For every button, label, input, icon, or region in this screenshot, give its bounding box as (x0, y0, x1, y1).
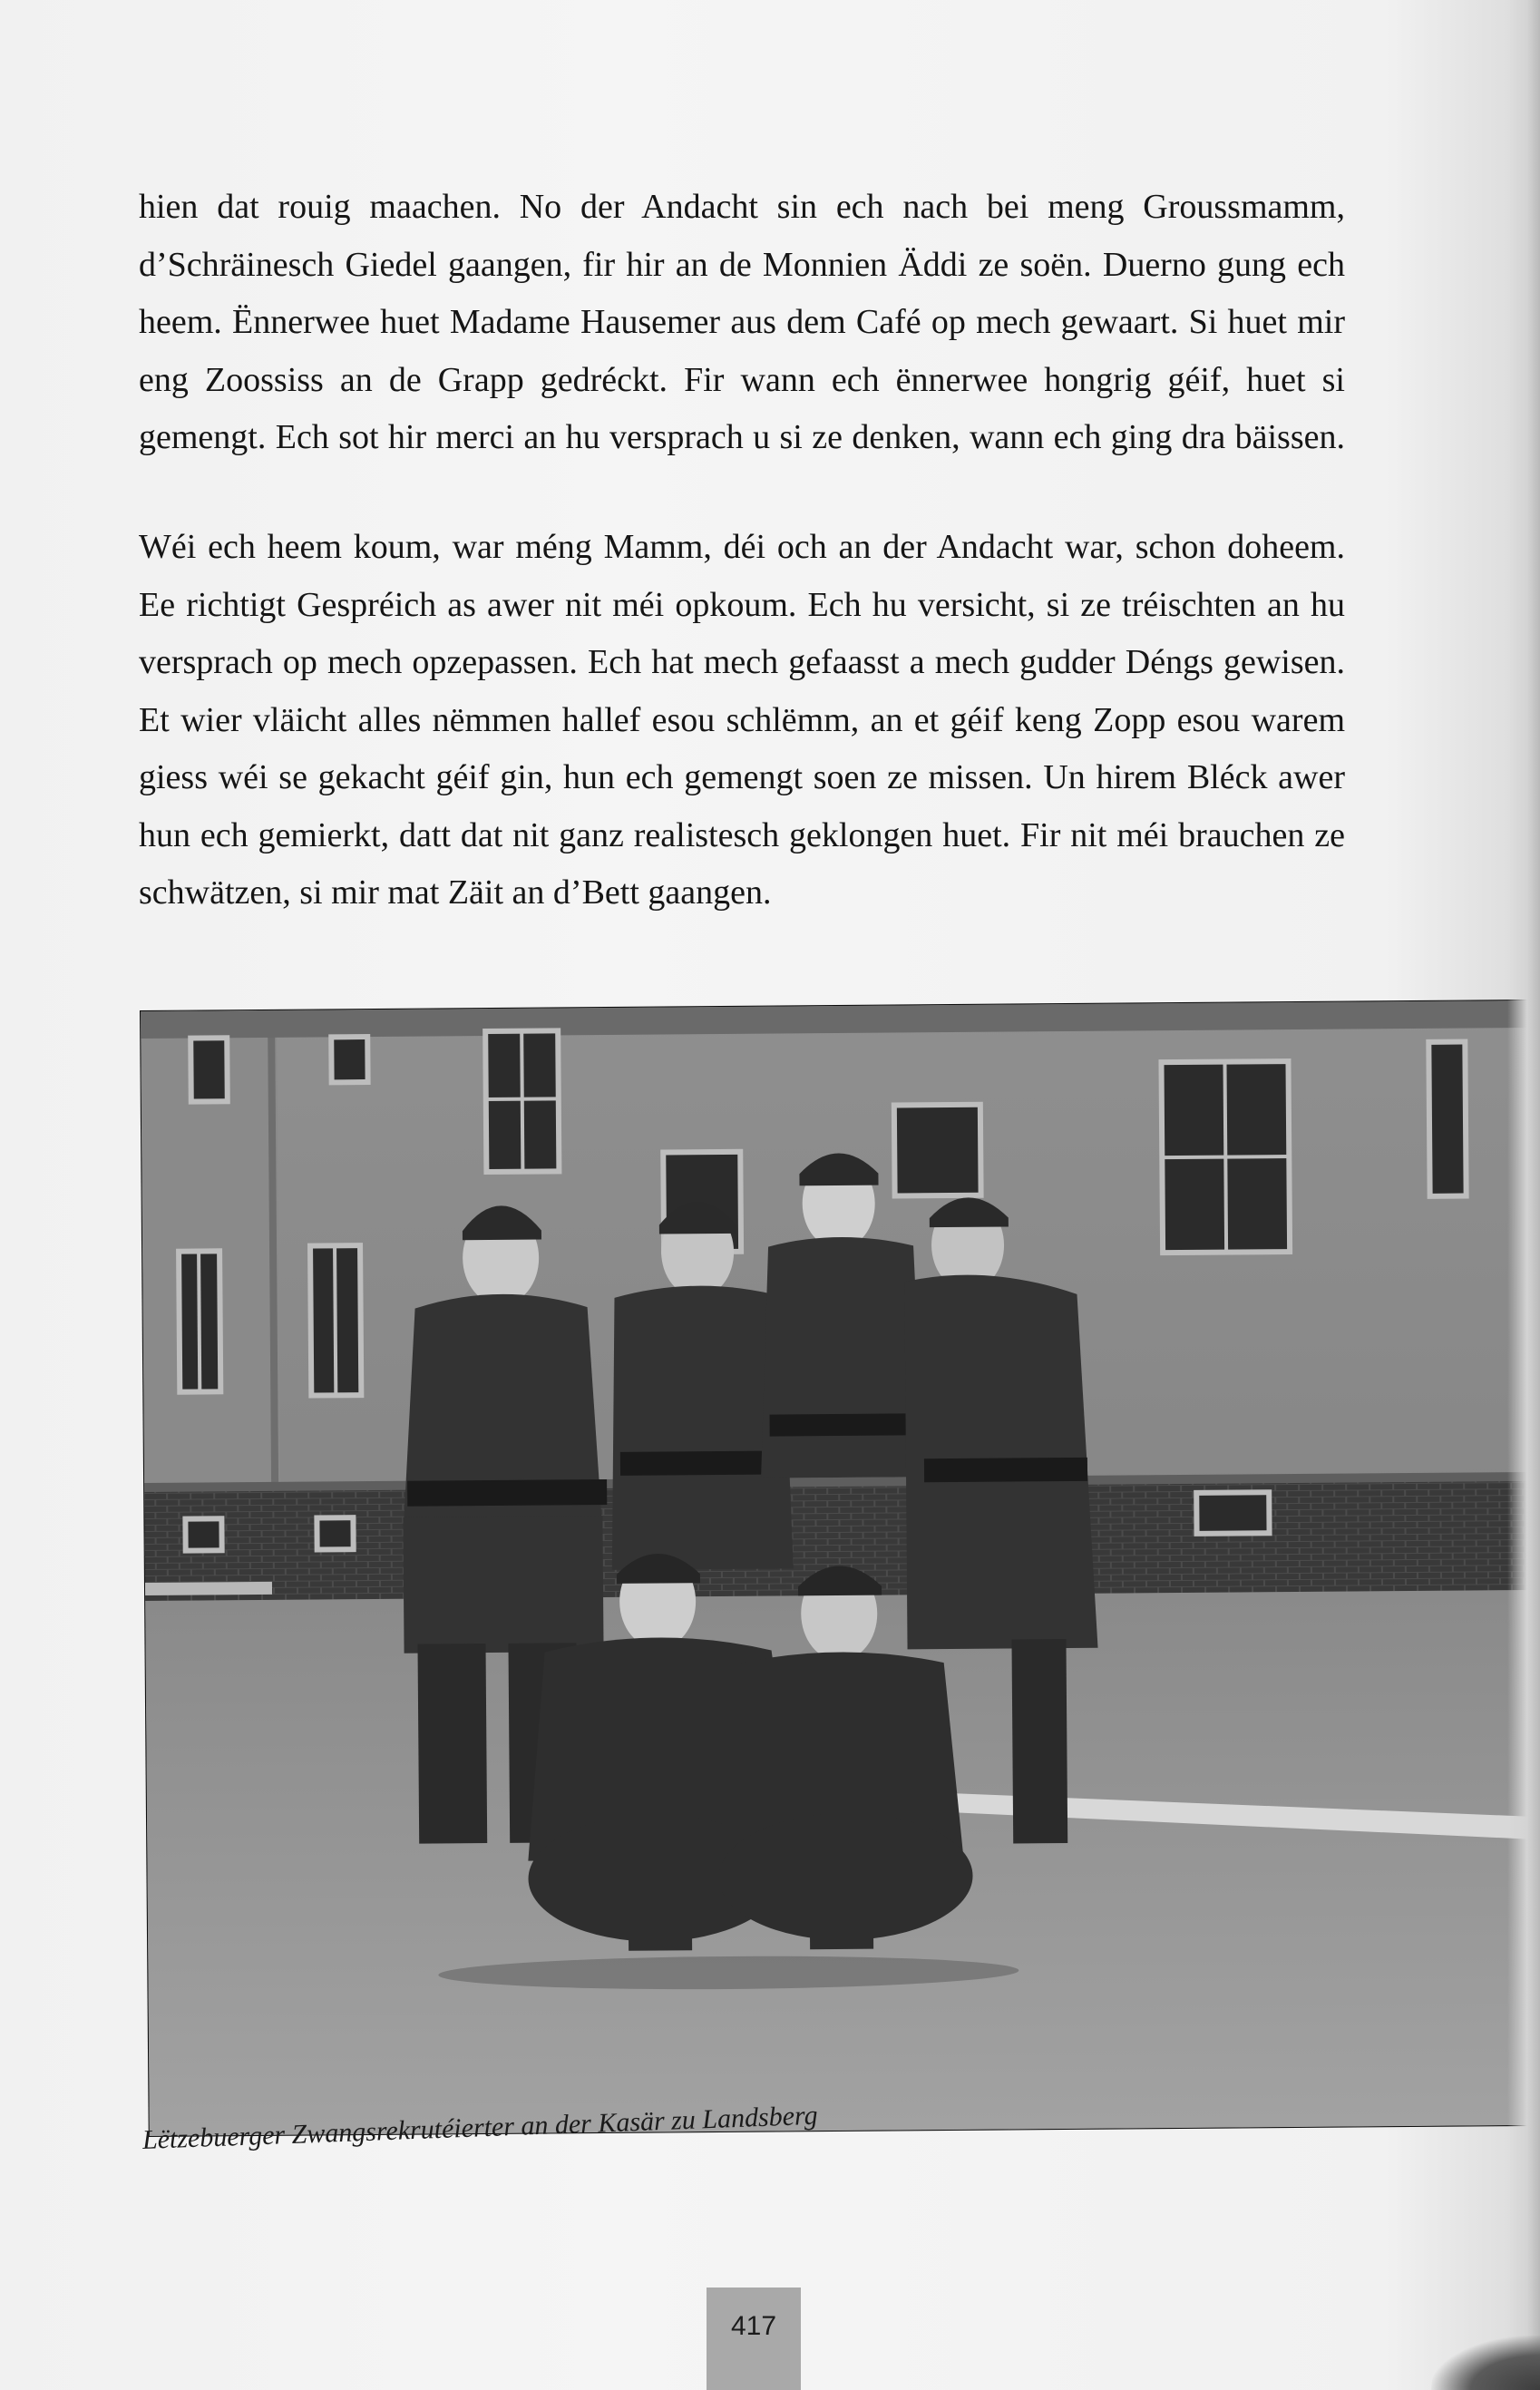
text-line: Et wier vläicht alles nëmmen hallef esou schlëmm, an et géif keng Zopp esou warem (139, 700, 1345, 739)
text-line: Wéi ech heem koum, war méng Mamm, déi och an der Andacht war, schon doheem. (139, 528, 1345, 566)
text-line: heem. Ënnerwee huet Madame Hausemer aus dem Café op mech gewaart. Si huet mir (139, 303, 1345, 341)
page-number: 417 (730, 2311, 777, 2341)
text-line: eng Zoossiss an de Grapp gedréckt. Fir wann ech ënnerwee hongrig géif, huet si (139, 360, 1345, 399)
text-line: versprach op mech opzepassen. Ech hat mech gefaasst a mech gudder Déngs gewisen. (139, 643, 1345, 681)
photo-caption: Lëtzebuerger Zwangsrekrutéierter an der Kasär zu Landsberg (141, 2100, 819, 2155)
text-line: schwätzen, si mir mat Zäit an d’Bett gaangen. (139, 873, 772, 912)
text-line: giess wéi se gekacht géif gin, hun ech gemengt soen ze missen. Un hirem Bléck awer (139, 758, 1345, 796)
paragraph-1 (139, 179, 1345, 467)
text-line: hien dat rouig maachen. No der Andacht sin ech nach bei meng Groussmamm, (139, 188, 1345, 226)
text-line: d’Schräinesch Giedel gaangen, fir hir an de Monnien Äddi ze soën. Duerno gung ech (139, 245, 1345, 284)
page-edge-shadow (1507, 0, 1540, 2390)
text-line: hun ech gemierkt, datt dat nit ganz realistesch geklongen huet. Fir nit méi brauchen ze (139, 815, 1345, 854)
thumb-shadow (1431, 2336, 1540, 2390)
text-line: gemengt. Ech sot hir merci an hu versprach u si ze denken, wann ech ging dra bäissen. (139, 418, 1345, 456)
historical-photo (141, 1000, 1537, 2136)
paragraph-2 (139, 519, 1345, 922)
text-line: Ee richtigt Gespréich as awer nit méi opkoum. Ech hu versicht, si ze tréischten an hu (139, 585, 1345, 624)
